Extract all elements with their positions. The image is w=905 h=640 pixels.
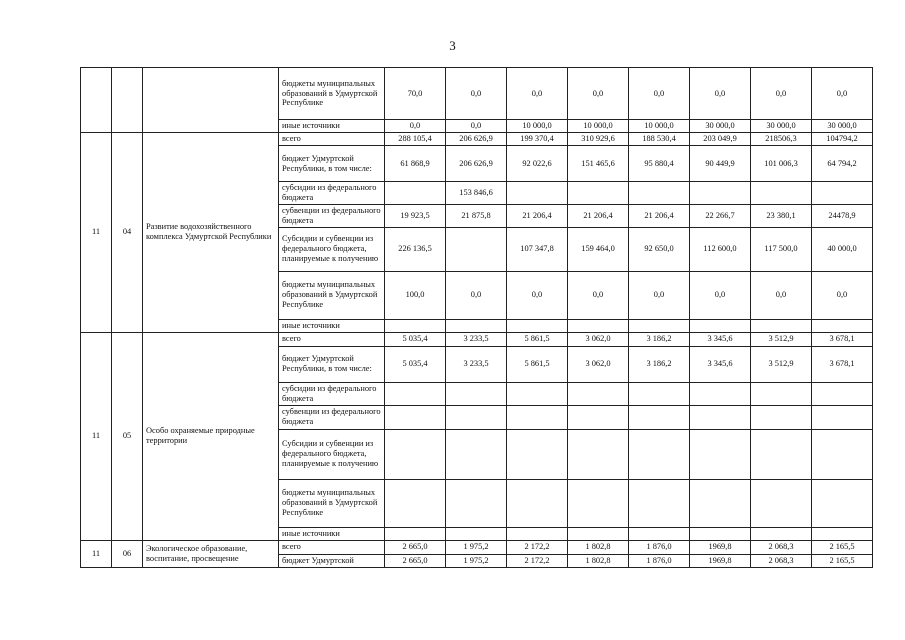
value-cell [690,527,751,540]
value-cell: 10 000,0 [507,120,568,133]
value-cell: 226 136,5 [385,227,446,271]
value-cell: 101 006,3 [751,146,812,182]
value-cell [446,527,507,540]
funding-source-cell: всего [279,332,385,346]
value-cell: 95 880,4 [629,146,690,182]
value-cell: 3 345,6 [690,332,751,346]
funding-source-cell: бюджеты муниципальных образований в Удмуртской Республике [279,68,385,120]
value-cell [751,382,812,405]
funding-source-cell: Субсидии и субвенции из федерального бюджета, планируемые к получению [279,227,385,271]
value-cell: 0,0 [507,271,568,319]
value-cell [446,479,507,527]
value-cell: 1 802,8 [568,540,629,554]
value-cell [629,429,690,479]
value-cell [385,527,446,540]
program-code-cell: 11 [81,540,112,567]
value-cell [568,405,629,429]
value-cell: 2 172,2 [507,540,568,554]
value-cell: 0,0 [690,271,751,319]
value-cell: 10 000,0 [629,120,690,133]
funding-source-cell: бюджеты муниципальных образований в Удмуртской Республике [279,479,385,527]
value-cell: 3 062,0 [568,332,629,346]
value-cell: 21 206,4 [507,204,568,227]
value-cell: 0,0 [629,271,690,319]
value-cell: 3 345,6 [690,346,751,382]
value-cell: 3 186,2 [629,332,690,346]
value-cell [385,382,446,405]
value-cell: 30 000,0 [690,120,751,133]
value-cell: 2 165,5 [812,540,873,554]
value-cell: 90 449,9 [690,146,751,182]
value-cell: 21 875,8 [446,204,507,227]
value-cell: 2 068,3 [751,554,812,567]
value-cell: 3 512,9 [751,332,812,346]
value-cell: 206 626,9 [446,133,507,146]
value-cell: 104794,2 [812,133,873,146]
value-cell: 3 233,5 [446,332,507,346]
value-cell [629,319,690,332]
funding-source-cell: субвенции из федерального бюджета [279,204,385,227]
value-cell: 1 802,8 [568,554,629,567]
value-cell: 0,0 [507,68,568,120]
value-cell: 0,0 [568,68,629,120]
value-cell [812,527,873,540]
value-cell: 159 464,0 [568,227,629,271]
value-cell: 19 923,5 [385,204,446,227]
value-cell: 0,0 [446,120,507,133]
value-cell: 0,0 [812,68,873,120]
value-cell [690,429,751,479]
value-cell: 40 000,0 [812,227,873,271]
value-cell [446,382,507,405]
funding-source-cell: бюджет Удмуртской [279,554,385,567]
value-cell: 30 000,0 [812,120,873,133]
funding-source-cell: иные источники [279,527,385,540]
value-cell: 1 975,2 [446,554,507,567]
value-cell [385,319,446,332]
value-cell: 310 929,6 [568,133,629,146]
table-row [81,133,873,146]
value-cell [751,479,812,527]
subprogram-code-cell: 05 [112,332,143,540]
value-cell: 0,0 [446,271,507,319]
value-cell [507,429,568,479]
value-cell [446,405,507,429]
value-cell [629,527,690,540]
value-cell [568,319,629,332]
value-cell: 199 370,4 [507,133,568,146]
program-name-cell: Развитие водохозяйственного комплекса Удмуртской Республики [143,133,279,333]
value-cell: 1969,8 [690,554,751,567]
value-cell [507,405,568,429]
value-cell: 206 626,9 [446,146,507,182]
value-cell: 5 035,4 [385,332,446,346]
value-cell [568,429,629,479]
funding-source-cell: субсидии из федерального бюджета [279,382,385,405]
table-row [81,540,873,554]
funding-source-cell: иные источники [279,120,385,133]
value-cell: 0,0 [629,68,690,120]
program-name-cell [143,68,279,133]
value-cell [751,429,812,479]
value-cell: 61 868,9 [385,146,446,182]
value-cell: 5 861,5 [507,346,568,382]
value-cell: 2 165,5 [812,554,873,567]
value-cell [751,319,812,332]
page-number: 3 [449,38,456,53]
value-cell: 3 678,1 [812,346,873,382]
value-cell: 10 000,0 [568,120,629,133]
value-cell: 23 380,1 [751,204,812,227]
value-cell: 2 172,2 [507,554,568,567]
program-code-cell: 11 [81,133,112,333]
value-cell [751,527,812,540]
value-cell: 70,0 [385,68,446,120]
value-cell: 2 665,0 [385,540,446,554]
value-cell: 0,0 [568,271,629,319]
value-cell [629,405,690,429]
value-cell [629,382,690,405]
value-cell: 1 876,0 [629,540,690,554]
value-cell: 3 186,2 [629,346,690,382]
value-cell [507,319,568,332]
value-cell [812,405,873,429]
value-cell [568,182,629,205]
funding-source-cell: бюджет Удмуртской Республики, в том числе: [279,146,385,182]
value-cell: 0,0 [385,120,446,133]
value-cell [690,182,751,205]
value-cell: 218506,3 [751,133,812,146]
value-cell [812,182,873,205]
table-row [81,332,873,346]
value-cell: 1 975,2 [446,540,507,554]
value-cell [385,479,446,527]
value-cell [812,429,873,479]
subprogram-code-cell: 06 [112,540,143,567]
funding-source-cell: иные источники [279,319,385,332]
value-cell [507,182,568,205]
value-cell [690,405,751,429]
program-name-cell: Экологическое образование, воспитание, просвещение [143,540,279,567]
value-cell [568,479,629,527]
value-cell: 22 266,7 [690,204,751,227]
value-cell: 100,0 [385,271,446,319]
value-cell: 64 794,2 [812,146,873,182]
value-cell: 3 062,0 [568,346,629,382]
value-cell: 24478,9 [812,204,873,227]
funding-source-cell: бюджеты муниципальных образований в Удмуртской Республике [279,271,385,319]
value-cell: 0,0 [690,68,751,120]
value-cell [385,182,446,205]
value-cell: 0,0 [812,271,873,319]
value-cell [568,382,629,405]
value-cell [446,227,507,271]
funding-source-cell: всего [279,540,385,554]
value-cell: 30 000,0 [751,120,812,133]
value-cell: 151 465,6 [568,146,629,182]
budget-table [80,67,873,568]
value-cell [446,429,507,479]
value-cell: 1969,8 [690,540,751,554]
funding-source-cell: всего [279,133,385,146]
table-row [81,68,873,120]
value-cell [446,319,507,332]
value-cell [812,319,873,332]
value-cell: 3 678,1 [812,332,873,346]
funding-source-cell: субсидии из федерального бюджета [279,182,385,205]
value-cell [812,382,873,405]
value-cell: 0,0 [751,68,812,120]
value-cell: 153 846,6 [446,182,507,205]
value-cell [507,382,568,405]
value-cell [385,429,446,479]
value-cell [629,479,690,527]
value-cell: 21 206,4 [629,204,690,227]
value-cell: 5 035,4 [385,346,446,382]
value-cell [507,527,568,540]
value-cell: 107 347,8 [507,227,568,271]
value-cell [812,479,873,527]
value-cell: 203 049,9 [690,133,751,146]
program-code-cell [81,68,112,133]
value-cell [629,182,690,205]
value-cell: 188 530,4 [629,133,690,146]
value-cell [690,319,751,332]
value-cell: 21 206,4 [568,204,629,227]
subprogram-code-cell [112,68,143,133]
value-cell [690,382,751,405]
value-cell: 92 022,6 [507,146,568,182]
value-cell [690,479,751,527]
value-cell: 3 512,9 [751,346,812,382]
value-cell: 2 665,0 [385,554,446,567]
program-name-cell: Особо охраняемые природные территории [143,332,279,540]
funding-source-cell: субвенции из федерального бюджета [279,405,385,429]
value-cell: 3 233,5 [446,346,507,382]
subprogram-code-cell: 04 [112,133,143,333]
funding-source-cell: бюджет Удмуртской Республики, в том числе: [279,346,385,382]
value-cell: 5 861,5 [507,332,568,346]
value-cell: 0,0 [446,68,507,120]
value-cell [751,182,812,205]
value-cell: 288 105,4 [385,133,446,146]
value-cell [751,405,812,429]
value-cell: 0,0 [751,271,812,319]
value-cell [385,405,446,429]
value-cell [507,479,568,527]
value-cell: 1 876,0 [629,554,690,567]
value-cell: 2 068,3 [751,540,812,554]
program-code-cell: 11 [81,332,112,540]
value-cell: 117 500,0 [751,227,812,271]
value-cell: 92 650,0 [629,227,690,271]
value-cell: 112 600,0 [690,227,751,271]
value-cell [568,527,629,540]
funding-source-cell: Субсидии и субвенции из федерального бюджета, планируемые к получению [279,429,385,479]
